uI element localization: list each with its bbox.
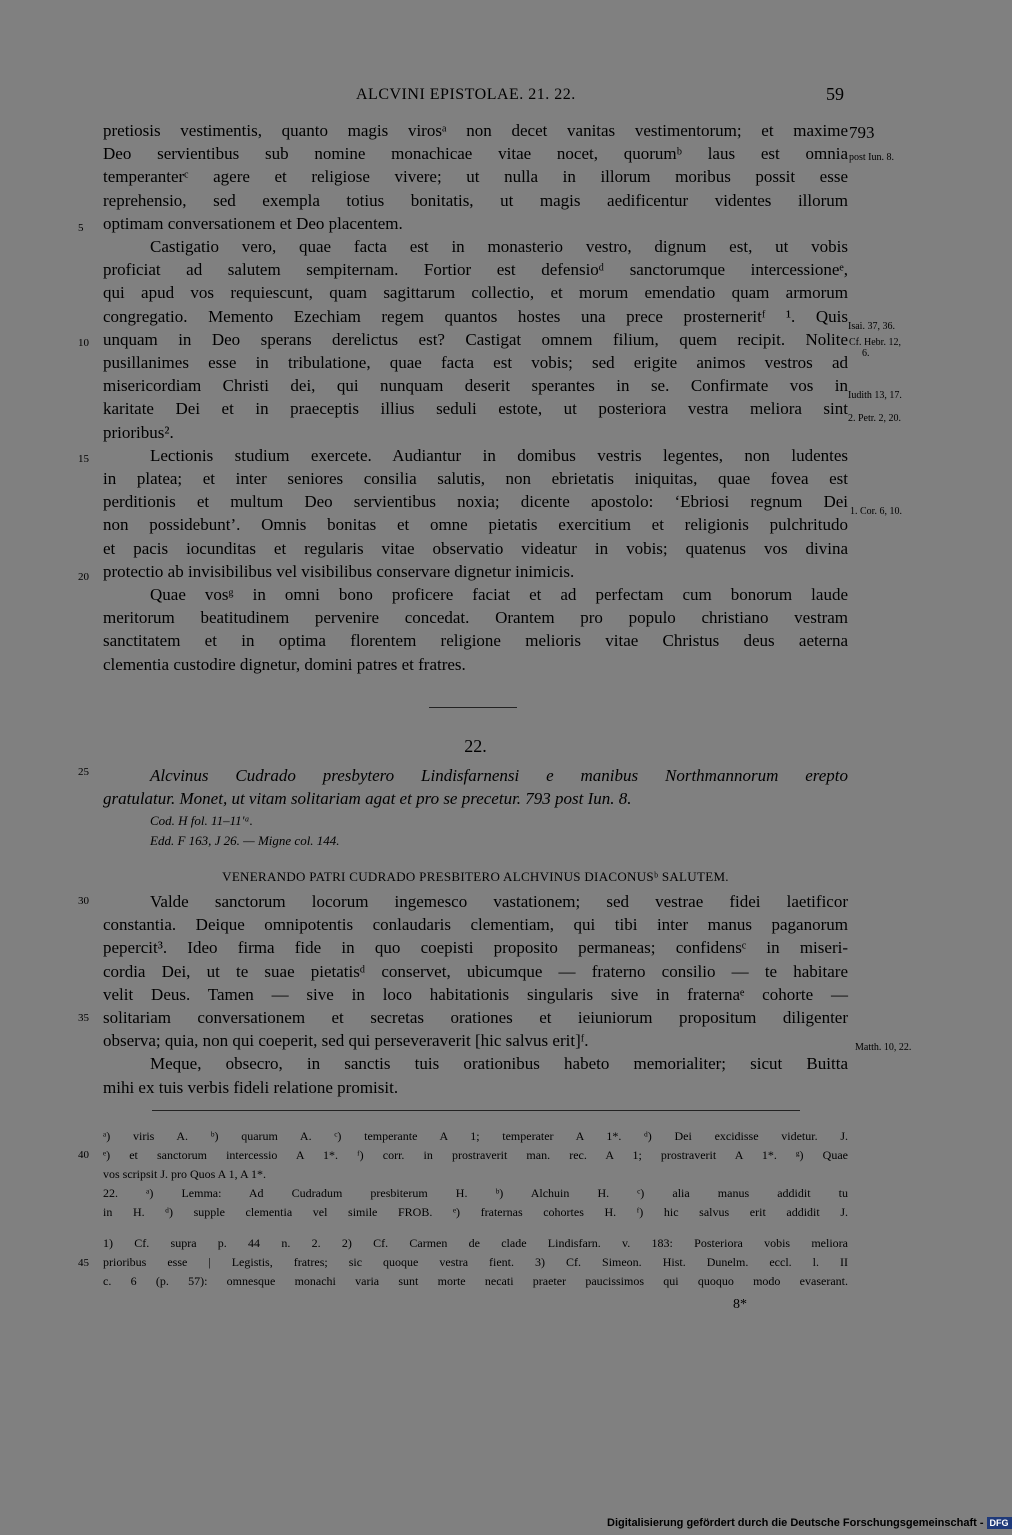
line-number: 10 [78,337,89,349]
text-line: Valde sanctorum locorum ingemesco vastationem; sed vestrae fidei laetificor [150,892,848,911]
line-number: 5 [78,222,84,234]
text-line: Quae vosᵍ in omni bono proficere faciat et ad perfectam cum bonorum laude [150,585,848,604]
margin-reference: 2. Petr. 2, 20. [848,413,902,424]
line-number: 15 [78,453,89,465]
text-line: et pacis iocunditas et regularis vitae observatio videatur in vobis; quatenus vos divina [103,538,848,558]
text-line: congregatio. Memento Ezechiam regem quantos hostes una prece prosterneritᶠ ¹. Quis [103,306,848,326]
footnote-line: 22. ᵃ) Lemma: Ad Cudradum presbiterum H. ᵇ) Alchuin H. ᶜ) alia manus addidit tu [103,1186,848,1200]
footnote-rule [152,1110,800,1111]
text-line: protectio ab invisibilibus vel visibilibus conservare dignetur inimicis. [103,561,575,581]
text-line: pusillanimes esse in tribulatione, quae facta est vobis; sed erigite animos vestros ad [103,353,848,372]
line-number: 45 [78,1257,89,1269]
text-line: non possidebunt’. Omnis bonitas et omne pietatis exercitium et religionis pulchritudo [103,515,848,535]
editions-info: Edd. F 163, J 26. — Migne col. 144. [150,833,340,848]
line-number: 20 [78,571,89,583]
text-line: misericordiam Christi dei, qui nunquam deserit sperantes in se. Confirmate vos in [103,376,848,396]
text-line: sanctitatem et in optima florentem religione melioris vitae Christus deus aeterna [103,631,848,651]
text-line: observa; quia, non qui coeperit, sed qui perseveraverit [hic salvus erit]ᶠ. [103,1031,589,1051]
text-line: proficiat ad salutem sempiternam. Fortior est defensioᵈ sanctorumque intercessioneᵉ, [103,260,848,280]
text-line: prioribus². [103,422,174,442]
text-line: pepercit³. Ideo firma fide in quo coepisti proposito permaneas; confidensᶜ in miseri- [103,938,848,958]
text-line: qui apud vos requiescunt, quam sagittarum collectio, et morum emendatio quam armorum [103,283,848,303]
text-line: Lectionis studium exercete. Audiantur in domibus vestris legentes, non ludentes [150,445,848,465]
text-line: reprehensio, sed exempla totius bonitatis, ut magis aedificentur videntes illorum [103,190,848,210]
text-line: Deo servientibus sub nomine monachicae vitae nocet, quorumᵇ laus est omnia [103,144,848,164]
footer-credit [607,1517,1012,1533]
text-line: Meque, obsecro, in sanctis tuis orationibus habeto memorialiter; sicut Buitta [150,1054,848,1074]
text-line: cordia Dei, ut te suae pietatisᵈ conservet, ubicumque — fraterno consilio — te habitare [103,961,848,981]
footnote-line: ᵃ) viris A. ᵇ) quarum A. ᶜ) temperante A 1; temperater A 1*. ᵈ) Dei excidisse videtur. J. [103,1129,848,1143]
salutation: VENERANDO PATRI CUDRADO PRESBITERO ALCHVINUS DIACONUSᵇ SALUTEM. [222,869,729,884]
margin-date-note: post Iun. 8. [849,152,894,163]
text-line: temperanterᶜ agere et religiose vivere; ut nulla in illorum moribus possit esse [103,167,848,187]
margin-reference: 1. Cor. 6, 10. [850,506,902,517]
running-header [0,86,1000,110]
margin-date: 793 [849,123,875,142]
page-number: 59 [826,84,844,104]
letter-divider [429,707,517,708]
text-line: clementia custodire dignetur, domini patres et fratres. [103,654,466,674]
note-line: c. 6 (p. 57): omnesque monachi varia sunt morte necati praeter paucissimos qui quoquo modo evaserant. [103,1274,848,1288]
signature-mark: 8* [733,1297,747,1312]
margin-reference: Matth. 10, 22. [855,1042,912,1053]
text-line: perditionis et multum Deo servientibus noxia; dicente apostolo: ‘Ebriosi regnum Dei [103,492,848,512]
note-line: prioribus esse | Legistis, fratres; sic quoque vestra fient. 3) Cf. Simeon. Hist. Dunelm. eccl. l. II [103,1255,848,1269]
margin-reference: Isai. 37, 36. [848,321,895,332]
footnote-line: vos scripsit J. pro Quos A 1, A 1*. [103,1167,267,1181]
header-title: ALCVINI EPISTOLAE. 21. 22. [356,86,576,103]
line-number: 40 [78,1149,89,1161]
margin-reference: Cf. Hebr. 12, [849,337,901,348]
text-line: mihi ex tuis verbis fideli relatione promisit. [103,1077,399,1097]
letter-number: 22. [464,736,487,756]
margin-reference: 6. [862,348,870,359]
footnote-line: in H. ᵈ) supple clementia vel simile FROB. ᵉ) fraternas cohortes H. ᶠ) hic salvus erit addidit J. [103,1205,848,1219]
text-line: unquam in Deo sperans derelictus est? Castigat omnem filium, quem recipit. Nolite [103,329,848,349]
text-line: meritorum beatitudinem pervenire concedat. Orantem pro populo christiano vestram [103,608,848,628]
dfg-logo: DFG [987,1517,1012,1529]
text-line: optimam conversationem et Deo placentem. [103,213,403,233]
margin-reference: Iudith 13, 17. [848,390,902,401]
text-line: constantia. Deique omnipotentis conlaudaris clementiam, qui tibi inter manus paganorum [103,915,848,935]
text-line: pretiosis vestimentis, quanto magis virosᵃ non decet vanitas vestimentorum; et maxime [103,121,848,140]
text-line: Castigatio vero, quae facta est in monasterio vestro, dignum est, ut vobis [150,237,848,256]
line-number: 25 [78,766,89,778]
text-line: velit Deus. Tamen — sive in loco habitationis singularis sive in fraternaᵉ cohorte — [103,984,848,1004]
line-number: 35 [78,1012,89,1024]
text-line: in platea; et inter seniores consilia salutis, non ebrietatis iniquitas, quae fovea est [103,469,848,488]
footer-text: Digitalisierung gefördert durch die Deutsche Forschungsgemeinschaft - [607,1517,984,1529]
text-line: solitariam conversationem et secretas orationes et ieiuniorum propositum diligenter [103,1008,848,1027]
note-line: 1) Cf. supra p. 44 n. 2. 2) Cf. Carmen de clade Lindisfarn. v. 183: Posteriora vobis meliora [103,1236,848,1250]
codex-info: Cod. H fol. 11–11′ᵃ. [150,813,253,828]
letter-summary: gratulatur. Monet, ut vitam solitariam agat et pro se precetur. 793 post Iun. 8. [103,789,632,808]
footnote-line: ᵉ) et sanctorum intercessio A 1*. ᶠ) corr. in prostraverit man. rec. A 1; prostraverit A 1*. ᵍ) Quae [103,1148,848,1162]
line-number: 30 [78,895,89,907]
letter-summary: Alcvinus Cudrado presbytero Lindisfarnensi e manibus Northmannorum erepto [150,766,848,785]
text-line: karitate Dei et in praeceptis illius seduli estote, ut posteriora vestra meliora sint [103,399,848,419]
